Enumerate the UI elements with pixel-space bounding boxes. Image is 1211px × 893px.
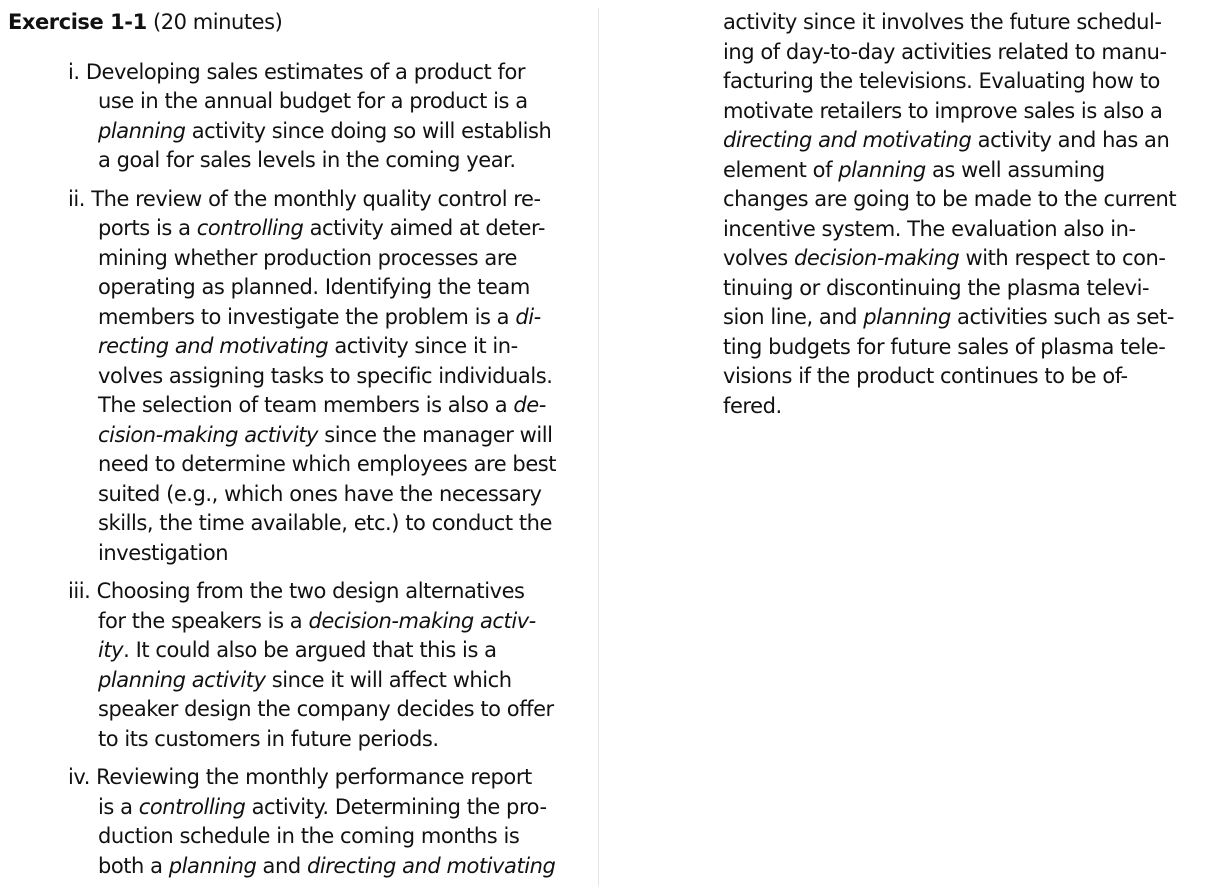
text-line: element of planning as well assuming (723, 157, 1105, 182)
emphasized-term: decision-making (793, 246, 960, 270)
text-line: sion line, and planning activities such as set- (723, 305, 1174, 329)
text-line: ing of day-to-day activities related to manu- (723, 39, 1167, 64)
emphasized-term: planning (838, 157, 926, 182)
exercise-title: Exercise 1-1 (8, 10, 147, 34)
emphasized-term: controlling (138, 794, 246, 819)
text-line: i. Developing sales estimates of a product for (68, 59, 526, 84)
text-line: visions if the product continues to be of- (723, 364, 1128, 388)
text-line: iii. Choosing from the two design alternatives (68, 579, 525, 603)
text-line: volves decision-making with respect to con- (723, 246, 1166, 270)
text-line: changes are going to be made to the current (723, 187, 1177, 211)
text-line: duction schedule in the coming months is (98, 824, 520, 848)
text-line: recting and motivating activity since it in- (98, 334, 518, 358)
emphasized-term: controlling (196, 216, 304, 240)
text-line: investigation (98, 540, 229, 565)
exercise-heading (8, 8, 588, 38)
left-column (8, 8, 588, 890)
answer-item (68, 763, 588, 881)
text-line: ports is a controlling activity aimed at deter- (98, 216, 545, 240)
text-line: need to determine which employees are best (98, 452, 557, 476)
text-line: ting budgets for future sales of plasma tele- (723, 334, 1166, 359)
emphasized-term: planning (863, 305, 951, 329)
text-line: iv. Reviewing the monthly performance report (68, 765, 532, 789)
emphasized-term: directing and motivating (306, 853, 556, 878)
emphasized-term: di- (515, 304, 541, 329)
text-line: motivate retailers to improve sales is also a (723, 98, 1163, 123)
answer-item (68, 58, 588, 176)
text-line: a goal for sales levels in the coming year. (98, 148, 516, 172)
text-line: skills, the time available, etc.) to conduct the (98, 511, 552, 535)
exercise-answer-list (68, 58, 588, 882)
text-line: to its customers in future periods. (98, 726, 439, 751)
text-line: both a planning and directing and motivating (98, 853, 556, 878)
text-line: volves assigning tasks to specific individuals. (98, 363, 553, 388)
text-line: is a controlling activity. Determining the pro- (98, 794, 547, 819)
text-line: for the speakers is a decision-making activ- (98, 608, 536, 633)
text-line: ii. The review of the monthly quality control re- (68, 186, 541, 211)
column-divider (598, 8, 599, 886)
answer-item (68, 185, 588, 569)
text-line: planning activity since doing so will establish (98, 118, 552, 143)
emphasized-term: planning activity (98, 667, 266, 692)
emphasized-term: directing and motivating (723, 128, 972, 152)
text-line: tinuing or discontinuing the plasma televi- (723, 275, 1150, 300)
answer-item (68, 577, 588, 754)
text-line: speaker design the company decides to offer (98, 697, 554, 721)
emphasized-term: decision-making activ- (308, 608, 536, 633)
text-line: fered. (723, 393, 782, 418)
text-line: activity since it involves the future schedul- (723, 10, 1162, 34)
text-line: ity. It could also be argued that this is a (98, 638, 497, 662)
text-line: cision-making activity since the manager will (98, 422, 553, 447)
emphasized-term: cision-making activity (98, 422, 319, 447)
text-line: facturing the televisions. Evaluating how to (723, 69, 1160, 93)
emphasized-term: planning (168, 853, 257, 878)
text-line: directing and motivating activity and has an (723, 128, 1170, 152)
emphasized-term: planning (98, 118, 186, 143)
emphasized-term: recting and motivating (98, 334, 329, 358)
text-line: incentive system. The evaluation also in- (723, 216, 1136, 241)
text-line: members to investigate the problem is a di- (98, 304, 541, 329)
text-line: operating as planned. Identifying the team (98, 275, 530, 299)
exercise-duration: (20 minutes) (152, 10, 283, 34)
text-line: planning activity since it will affect which (98, 667, 512, 692)
emphasized-term: ity (98, 638, 124, 662)
right-column-continuation (723, 8, 1203, 421)
text-line: suited (e.g., which ones have the necessary (98, 481, 542, 506)
text-line: mining whether production processes are (98, 245, 518, 270)
emphasized-term: de- (513, 393, 546, 417)
text-line: use in the annual budget for a product is a (98, 89, 528, 113)
text-line: The selection of team members is also a de- (98, 393, 546, 417)
